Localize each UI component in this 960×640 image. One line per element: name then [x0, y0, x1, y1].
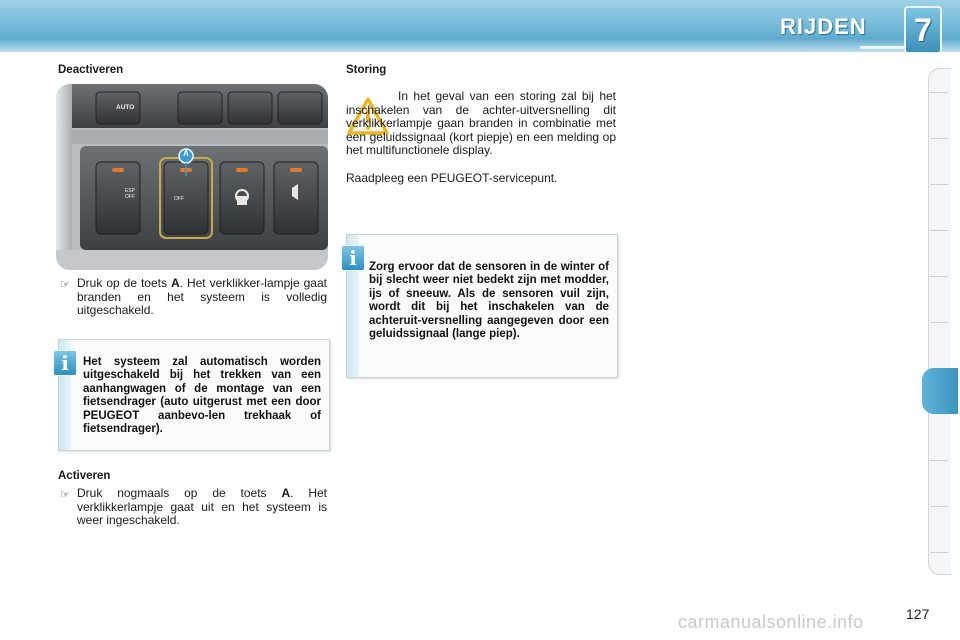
side-tab-divider	[930, 92, 948, 93]
side-tab-divider	[930, 506, 948, 507]
esp-off-button-label: ESP OFF	[124, 188, 135, 200]
failure-heading: Storing	[346, 64, 387, 76]
failure-text: In het geval van een storing zal bij het inschakelen van de achter-uitversnelling dit verklikkerlampje gaan branden in combinatie met een geluidssignaal (kort piepje) en een melding op het multifunctionele display.	[346, 89, 616, 157]
side-tab-divider	[930, 322, 948, 323]
park-sensor-button-label: OFF	[174, 196, 184, 202]
info-box-towing	[58, 339, 330, 451]
activate-heading: Activeren	[58, 470, 111, 482]
key-a-label: A	[170, 276, 180, 290]
button-a-marker: A	[183, 149, 189, 158]
side-tab-active[interactable]	[922, 368, 958, 414]
chapter-title: RIJDEN	[780, 14, 867, 39]
side-tab-divider	[930, 276, 948, 277]
deactivate-text-before: Druk op de toets	[77, 276, 167, 290]
auto-button-label: AUTO	[116, 104, 135, 111]
key-a-label: A	[281, 486, 291, 500]
bullet-icon: ☞	[60, 279, 70, 291]
info-text-towing: Het systeem zal automatisch worden uitgeschakeld bij het trekken van een aanhangwagen of de montage van een fietsendrager (auto uitgerust met een door PEUGEOT aanbevo-len trekhaak of fietsendrager).	[83, 356, 321, 436]
info-text-sensors: Zorg ervoor dat de sensoren in de winter of bij slecht weer niet bedekt zijn met modder, ijs of sneeuw. Als de sensoren vuil zijn, wordt dit bij het inschakelen van de achteruit-versnelling aangegeven door een geluidssignaal (lange piep).	[369, 261, 609, 341]
activate-text-after: . Het verklikkerlampje gaat uit en het systeem is weer ingeschakeld.	[77, 486, 327, 527]
activate-text	[77, 487, 327, 528]
deactivate-heading: Deactiveren	[58, 64, 124, 76]
side-tab-divider	[930, 230, 948, 231]
deactivate-text-after: . Het verklikker-lampje gaat branden en het systeem is volledig uitgeschakeld.	[77, 276, 327, 317]
bullet-icon: ☞	[60, 489, 70, 501]
chapter-number-badge: 7	[904, 6, 942, 54]
info-box-sensors	[346, 234, 618, 378]
side-tab-divider	[930, 184, 948, 185]
header-shade	[0, 38, 960, 52]
info-icon: i	[341, 245, 365, 271]
deactivate-text	[77, 277, 327, 318]
page-number: 127	[906, 606, 930, 622]
watermark: carmanualsonline.info	[678, 612, 864, 632]
side-tab-divider	[930, 460, 948, 461]
side-tab-divider	[930, 552, 948, 553]
info-icon: i	[53, 350, 77, 376]
side-tab-divider	[930, 138, 948, 139]
failure-advice: Raadpleeg een PEUGEOT-servicepunt.	[346, 171, 558, 185]
dashboard-buttons-illustration	[56, 84, 328, 270]
dashboard-buttons-photo	[56, 84, 328, 270]
activate-text-before: Druk nogmaals op de toets	[77, 486, 267, 500]
